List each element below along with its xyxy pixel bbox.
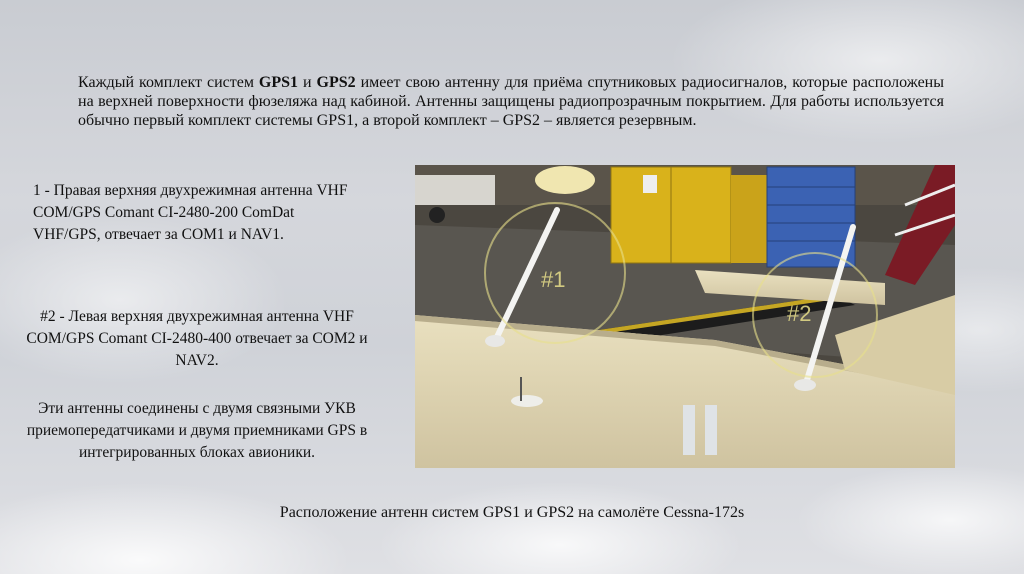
intro-paragraph: [78, 73, 944, 130]
photo-label-1: #1: [541, 267, 566, 292]
intro-text-3: имеет свою антенну для приёма спутниковых радиосигналов, которые расположены на верхней поверхности фюзеляжа над кабиной. Антенны защищены радиопрозрачным покрытием. Для работы используется обычно первый комплект системы GPS1, а второй комплект – GPS2 – является резервным.: [78, 74, 944, 129]
callout-connections: Эти антенны соединены с двумя связными УКВ приемопередатчиками и двумя приемниками GPS в интегрированных блоках авионики.: [26, 400, 368, 461]
photo-label-2: #2: [787, 301, 812, 326]
intro-text-1: Каждый комплект систем: [78, 74, 259, 91]
intro-gps2: GPS2: [316, 74, 356, 91]
callout-antenna-2: #2 - Левая верхняя двухрежимная антенна VHF COM/GPS Comant CI-2480-400 отвечает за COM2 и NAV2.: [26, 308, 368, 369]
intro-gps1: GPS1: [258, 74, 299, 91]
photo-caption: Расположение антенн систем GPS1 и GPS2 на самолёте Cessna-172s: [279, 504, 745, 521]
intro-text-2: и: [298, 74, 317, 91]
callout-antenna-1: 1 - Правая верхняя двухрежимная антенна VHF COM/GPS Comant CI-2480-200 ComDat VHF/GPS, отвечает за COM1 и NAV1.: [33, 182, 348, 243]
antenna-photo: [415, 165, 955, 468]
